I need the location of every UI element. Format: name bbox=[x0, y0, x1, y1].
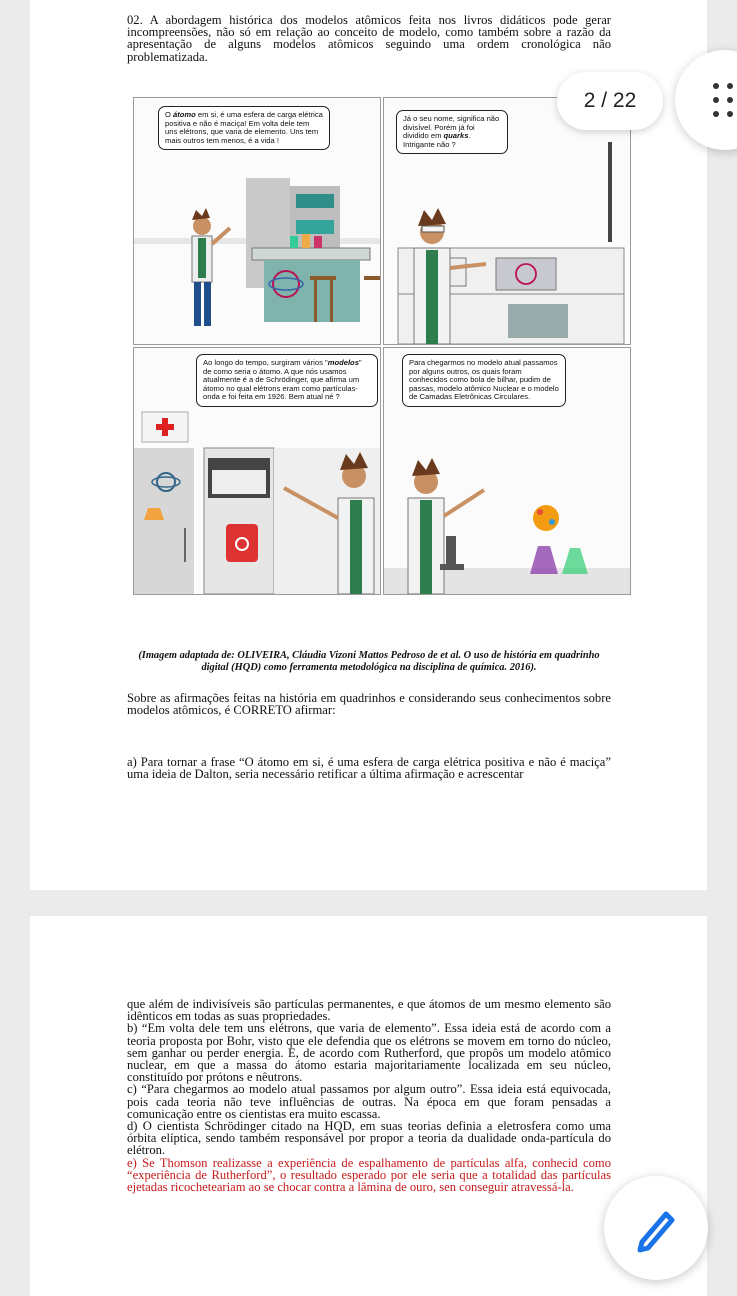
pencil-icon bbox=[604, 1176, 708, 1280]
comic-strip bbox=[133, 97, 631, 594]
comic-panel-4 bbox=[383, 347, 631, 595]
comic-panel-1 bbox=[133, 97, 381, 345]
speech-bubble-2: Já o seu nome, significa não divisível. Porém já foi dividido em quarks. Intrigante não ? bbox=[396, 110, 508, 154]
option-e: e) Se Thomson realizasse a experiência de espalhamento de partículas alfa, conhecid como “experiência de Rutherford”, o resultado esperado por ele seria que a totalidad das partículas ejetadas ricocheteariam ao se chocar contra a lâmina de ouro, sen conseguir atravessá-la. bbox=[127, 1155, 611, 1195]
option-d: d) O cientista Schrödinger citado na HQD, em suas teorias definia a eletrosfera como uma órbita elíptica, sendo também responsável por propor a teoria da dualidade onda-partícula do elétron. bbox=[127, 1119, 611, 1158]
option-c: c) “Para chegarmos ao modelo atual passamos por algum outro”. Essa ideia está equivocada, pois cada teoria não teve influências de outras. Na época em que foram pensadas a comunicação entre os cientistas era muito escassa. bbox=[127, 1082, 611, 1121]
question-intro: 02. A abordagem histórica dos modelos atômicos feita nos livros didáticos pode gerar incompreensões, não só em relação ao conceito de modelo, como também sobre a razão da apresentação de alguns modelos atômicos seguindo uma ordem cronológica não problematizada. bbox=[127, 13, 611, 64]
comic-panel-3 bbox=[133, 347, 381, 595]
dots-grid-icon bbox=[713, 83, 735, 117]
option-a-part1: a) Para tornar a frase “O átomo em si, é uma esfera de carga elétrica positiva e não é maciça” uma ideia de Dalton, seria necessário retificar a última afirmação e acrescentar bbox=[127, 755, 611, 782]
question-prompt: Sobre as afirmações feitas na história em quadrinhos e considerando seus conhecimentos sobre modelos atômicos, é CORRETO afirmar: bbox=[127, 691, 611, 718]
image-caption: (Imagem adaptada de: OLIVEIRA, Cláudia Vizoni Mattos Pedroso de et al. O uso de história em quadrinho digital (HQD) como ferramenta metodológica na disciplina de química. 2016). bbox=[138, 650, 600, 673]
edit-button[interactable] bbox=[604, 1176, 708, 1280]
speech-bubble-3: Ao longo do tempo, surgiram vários "modelos" de como seria o átomo. A que nós usamos atualmente é a de Schrödinger, que afirma um átomo no qual elétrons eram como partículas-onda e foi feita em 1926. Bem atual né ? bbox=[196, 354, 378, 407]
option-b: b) “Em volta dele tem uns elétrons, que varia de elemento”. Essa ideia está de acordo com a teoria proposta por Bohr, visto que ele defendia que os elétrons se movem em torno do núcleo, sem ganhar ou perder energia. E, de acordo com Rutherford, que propôs um modelo atômico nuclear, em que a massa do átomo estaria majoritariamente localizada em seu núcleo, constituído por prótons e nêutrons. bbox=[127, 1021, 611, 1085]
page-indicator: 2 / 22 bbox=[557, 72, 663, 130]
speech-bubble-1: O átomo em si, é uma esfera de carga elétrica positiva e não é maciça! Em volta dele tem uns elétrons, que varia de elemento. Uns tem mais outros tem menos, é a vida ! bbox=[158, 106, 330, 150]
options-continued bbox=[127, 998, 611, 1193]
speech-bubble-4: Para chegarmos no modelo atual passamos por alguns outros, os quais foram conhecidos como bola de bilhar, pudim de passas, modelo atômico Nuclear e o modelo de Camadas Eletrônicas Circulares. bbox=[402, 354, 566, 407]
option-a-part2: que além de indivisíveis são partículas permanentes, e que átomos de um mesmo elemento são idênticos em todas as suas propriedades. bbox=[127, 997, 611, 1024]
comic-panel-2 bbox=[383, 97, 631, 345]
